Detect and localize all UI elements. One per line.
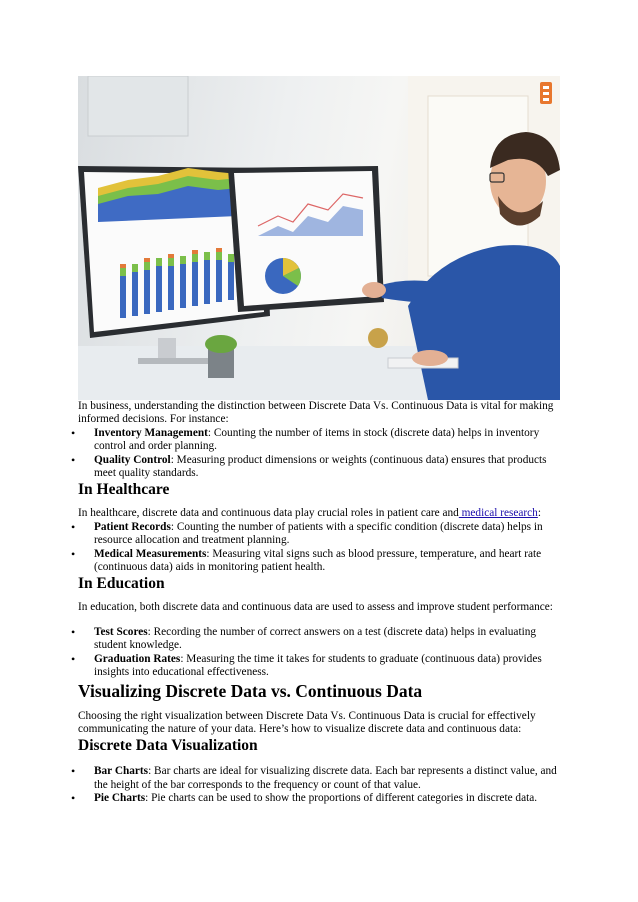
visualizing-intro: Choosing the right visualization between Discrete Data Vs. Continuous Data is crucial for effectively communicating the nature of your data. Here’s how to visualize discrete data and continuous data: (78, 709, 536, 735)
list-item-text: : Counting the number of patients with a specific condition (discrete data) helps in resource allocation and treatment planning. (94, 520, 543, 547)
list-item-term: Inventory Management (94, 426, 208, 439)
site-logo-badge (540, 82, 552, 104)
list-item-text: : Recording the number of correct answers on a test (discrete data) helps in evaluating student knowledge. (94, 625, 537, 652)
list-item (78, 548, 560, 575)
business-intro: In business, understanding the distinction between Discrete Data Vs. Continuous Data is vital for making informed decisions. For instance: (78, 400, 554, 426)
list-item-text: : Measuring product dimensions or weights (continuous data) ensures that products meet quality standards. (94, 453, 547, 480)
healthcare-heading: In Healthcare (78, 481, 170, 499)
healthcare-list (78, 521, 560, 575)
discrete-viz-list (78, 765, 560, 805)
list-item-term: Medical Measurements (94, 547, 207, 560)
list-item (78, 792, 560, 805)
list-item (78, 521, 560, 548)
list-item-term: Graduation Rates (94, 652, 181, 665)
business-list (78, 427, 560, 481)
list-item (78, 653, 560, 680)
education-intro: In education, both discrete data and continuous data are used to assess and improve student performance: (78, 601, 553, 614)
list-item-term: Bar Charts (94, 765, 149, 778)
list-item-text: : Counting the number of items in stock (discrete data) helps in inventory control and order planning. (94, 426, 540, 453)
discrete-viz-heading: Discrete Data Visualization (78, 737, 258, 755)
list-item-text: : Pie charts can be used to show the proportions of different categories in discrete data. (145, 792, 538, 805)
medical-research-link[interactable]: medical research (458, 507, 538, 520)
list-item-term: Patient Records (94, 520, 171, 533)
list-item (78, 626, 560, 653)
hero-image (78, 76, 560, 400)
list-item-term: Test Scores (94, 625, 148, 638)
education-heading: In Education (78, 575, 165, 593)
list-item (78, 765, 560, 792)
visualizing-heading: Visualizing Discrete Data vs. Continuous Data (78, 680, 423, 701)
list-item-text: : Bar charts are ideal for visualizing discrete data. Each bar represents a distinct value, and the height of the bar corresponds to the frequency or count of that value. (94, 765, 557, 791)
list-item-text: : Measuring the time it takes for students to graduate (continuous data) provides insights into educational effectiveness. (94, 652, 542, 679)
list-item (78, 427, 560, 454)
healthcare-intro-end: : (537, 507, 541, 520)
list-item-term: Quality Control (94, 453, 171, 466)
list-item (78, 454, 560, 481)
healthcare-intro (78, 507, 560, 520)
analyst-at-monitors-illustration (78, 76, 560, 400)
article-body (78, 400, 560, 806)
education-list (78, 626, 560, 680)
healthcare-intro-text: In healthcare, discrete data and continuous data play crucial roles in patient care and (78, 507, 459, 520)
list-item-text: : Measuring vital signs such as blood pressure, temperature, and heart rate (continuous data) aids in monitoring patient health. (94, 547, 542, 574)
list-item-term: Pie Charts (94, 792, 146, 805)
